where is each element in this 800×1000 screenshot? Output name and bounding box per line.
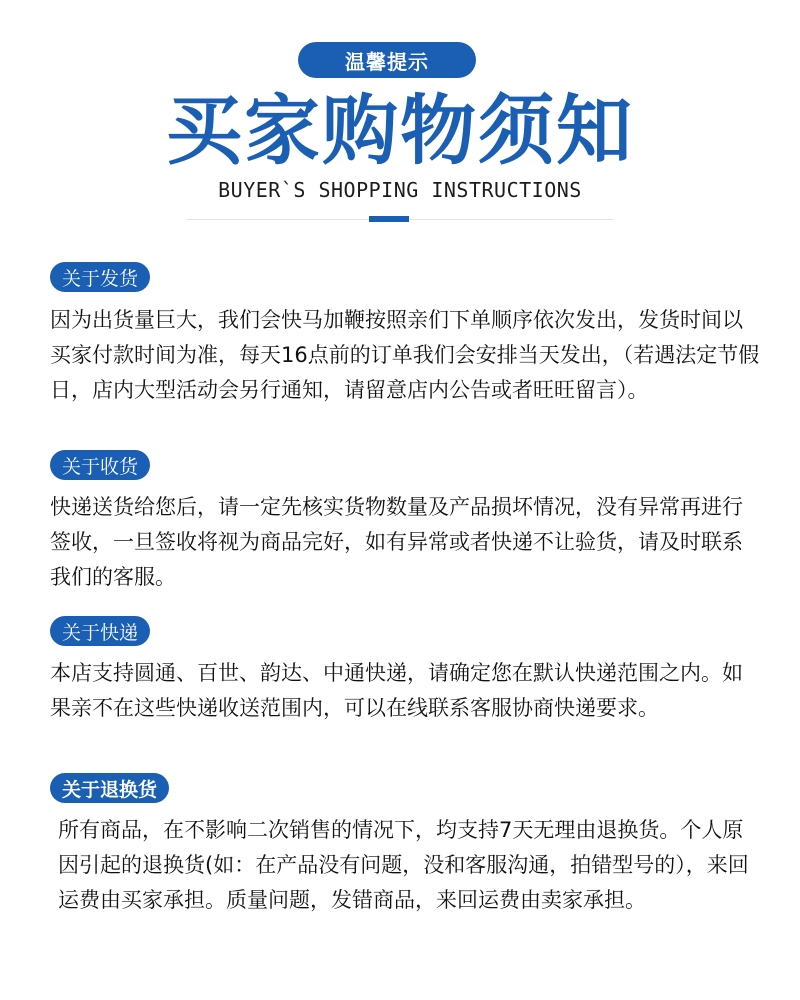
page-subtitle: BUYER`S SHOPPING INSTRUCTIONS	[218, 178, 582, 202]
section-label-shipping: 关于发货	[50, 262, 150, 292]
section-label-receiving: 关于收货	[50, 450, 150, 480]
section-text-returns: 所有商品，在不影响二次销售的情况下，均支持7天无理由退换货。个人原因引起的退换货(如：在产品没有问题，没和客服沟通，拍错型号的），来回运费由买家承担。质量问题，发错商品，来回运费由卖家承担。	[58, 818, 749, 912]
page-title: 买家购物须知	[166, 86, 634, 175]
section-label-courier: 关于快递	[50, 616, 150, 646]
section-text-courier: 本店支持圆通、百世、韵达、中通快递，请确定您在默认快递范围之内。如果亲不在这些快递收送范围内，可以在线联系客服协商快递要求。	[50, 661, 743, 720]
section-text-receiving: 快递送货给您后，请一定先核实货物数量及产品损坏情况，没有异常再进行签收，一旦签收将视为商品完好，如有异常或者快递不让验货，请及时联系我们的客服。	[50, 495, 743, 589]
divider-accent	[369, 216, 409, 222]
tip-badge: 温馨提示	[298, 42, 476, 78]
section-text-shipping: 因为出货量巨大，我们会快马加鞭按照亲们下单顺序依次发出，发货时间以买家付款时间为准，每天16点前的订单我们会安排当天发出，（若遇法定节假日，店内大型活动会另行通知，请留意店内公告或者旺旺留言）。	[50, 308, 760, 402]
section-label-returns: 关于退换货	[50, 773, 169, 803]
